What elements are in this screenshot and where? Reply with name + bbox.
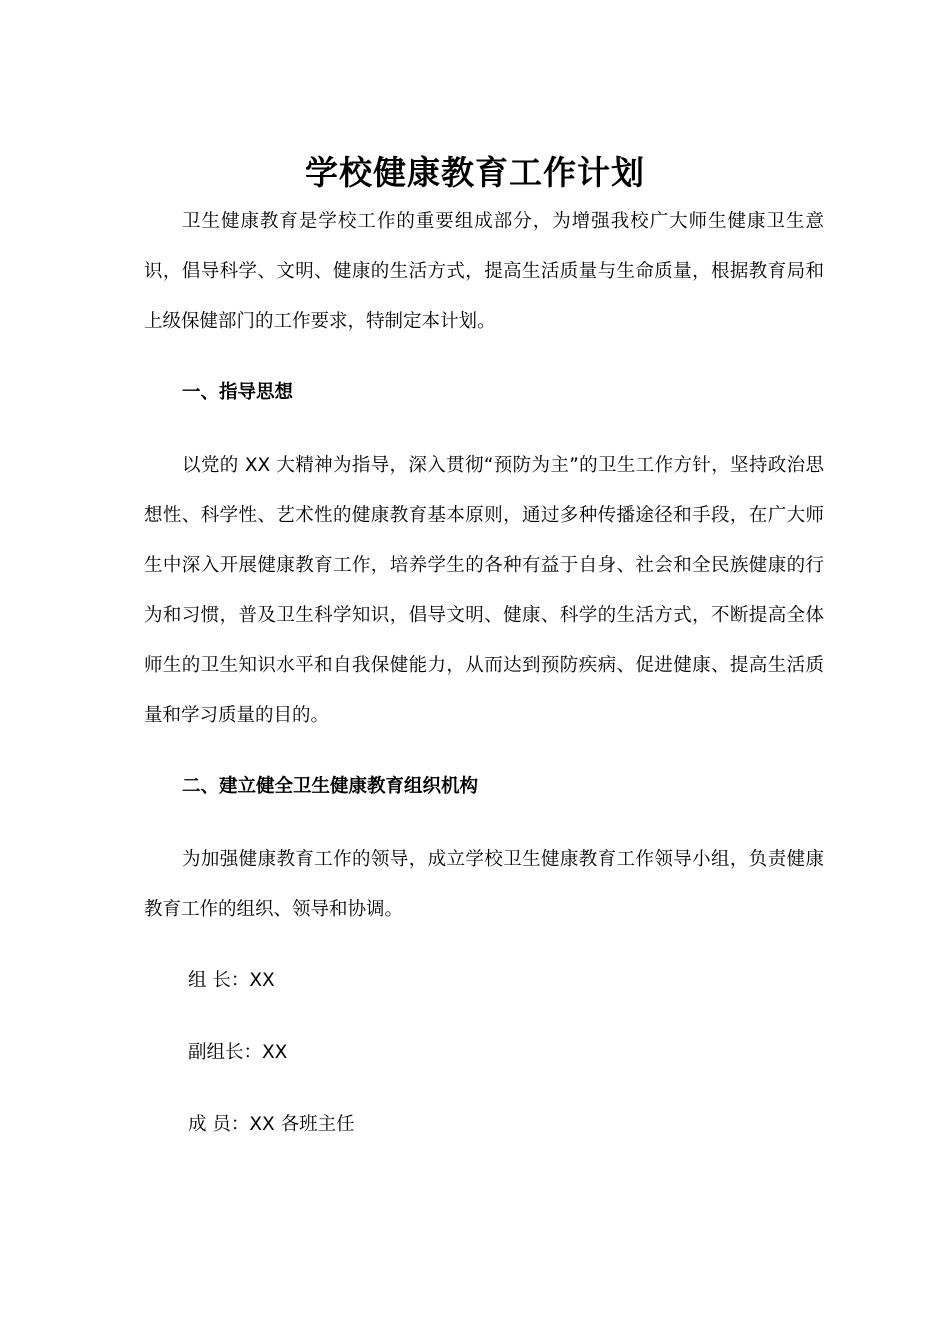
intro-paragraph: 卫生健康教育是学校工作的重要组成部分，为增强我校广大师生健康卫生意识，倡导科学、文明、健康的生活方式，提高生活质量与生命质量，根据教育局和上级保健部门的工作要求，特制定本计划。 [144, 211, 824, 332]
section-heading-guiding-ideology: 一、指导思想 [182, 382, 294, 403]
section-heading-organization: 二、建立健全卫生健康教育组织机构 [182, 776, 479, 797]
member-members: 成 员：XX 各班主任 [188, 1114, 355, 1135]
document-title: 学校健康教育工作计划 [305, 153, 645, 193]
member-leader: 组 长：XX [188, 970, 275, 991]
guiding-ideology-paragraph: 以党的 XX 大精神为指导，深入贯彻“预防为主”的卫生工作方针，坚持政治思想性、科学性、艺术性的健康教育基本原则，通过多种传播途径和手段，在广大师生中深入开展健康教育工作，培养学生的各种有益于自身、社会和全民族健康的行为和习惯，普及卫生科学知识，倡导文明、健康、科学的生活方式，不断提高全体师生的卫生知识水平和自我保健能力，从而达到预防疾病、促进健康、提高生活质量和学习质量的目的。 [144, 455, 824, 726]
organization-paragraph: 为加强健康教育工作的领导，成立学校卫生健康教育工作领导小组，负责健康教育工作的组织、领导和协调。 [144, 849, 824, 920]
member-deputy-leader: 副组长：XX [188, 1042, 288, 1063]
